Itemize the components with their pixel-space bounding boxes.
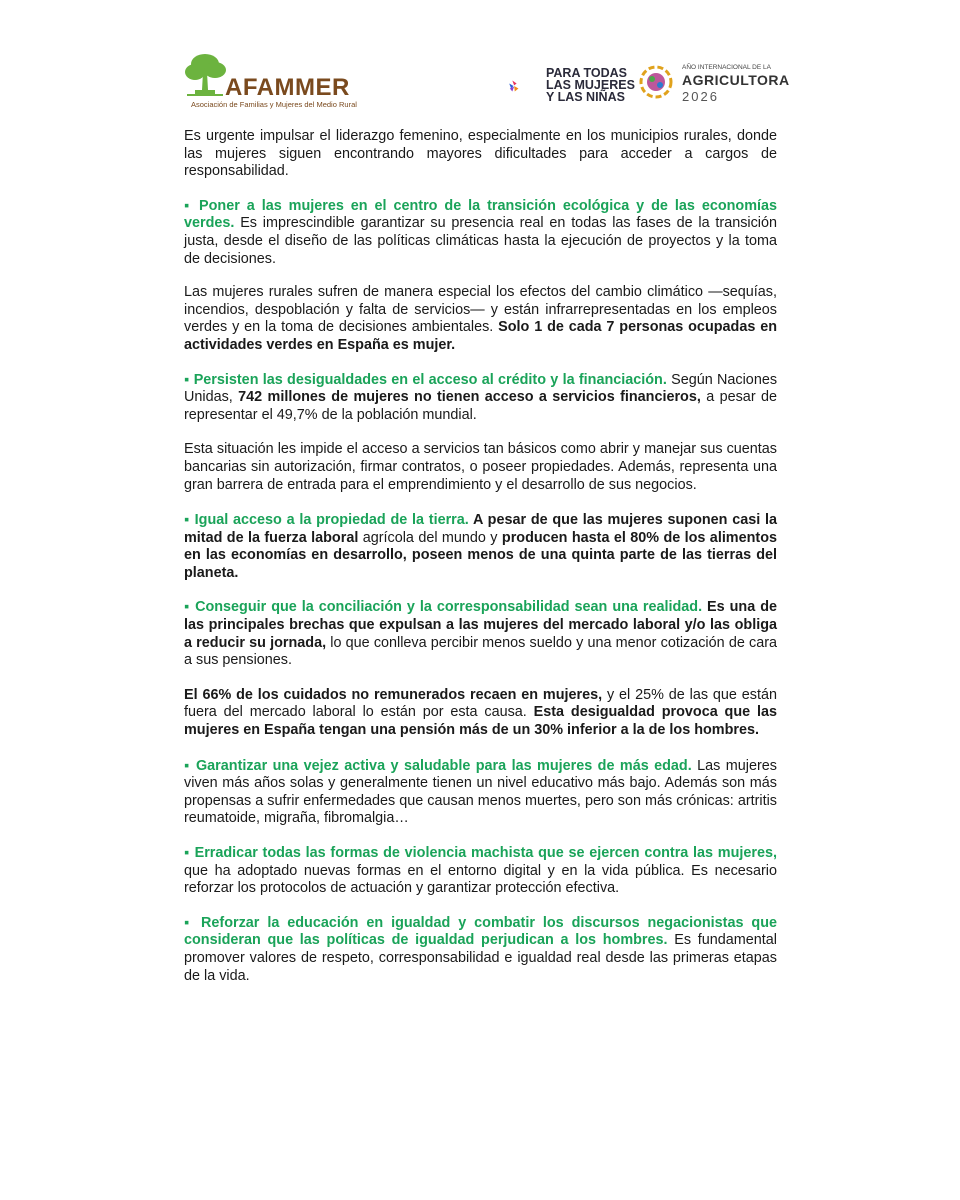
bullet-icon: ▪ bbox=[184, 371, 190, 388]
section-heading: Conseguir que la conciliación y la corresponsabilidad sean una realidad. bbox=[195, 599, 703, 616]
paragraph-climate-change bbox=[184, 284, 777, 354]
bullet-icon: ▪ bbox=[184, 197, 193, 214]
paragraph-text: lo que conlleva percibir menos sueldo y una menor cotización de cara a sus pensiones. bbox=[184, 634, 777, 669]
paragraph-text: Según Naciones Unidas, bbox=[184, 371, 778, 406]
campaign-line-2: LAS MUJERES bbox=[546, 78, 635, 92]
section-heading: Persisten las desigualdades en el acceso al crédito y la financiación. bbox=[193, 371, 667, 388]
paragraph-financial-barriers bbox=[184, 441, 777, 494]
campaign-line-3: Y LAS NIÑAS bbox=[546, 90, 625, 104]
afammer-name: AFAMMER bbox=[225, 74, 350, 101]
paragraph-text: Es urgente impulsar el liderazgo femenino, especialmente en los municipios rurales, donde las mujeres siguen encontrando mayores dificultades para acceder a cargos de responsabilidad. bbox=[184, 128, 777, 180]
bullet-icon: ▪ bbox=[184, 914, 194, 931]
para-todas-logo-icon bbox=[508, 64, 548, 108]
paragraph-text: Esta situación les impide el acceso a servicios tan básicos como abrir y manejar sus cuentas bancarias sin autorización, firmar contratos, o poseer propiedades. Además, representa una gran barrera de entrada para el emprendimiento y el desarrollo de sus negocios. bbox=[184, 441, 777, 493]
bullet-icon: ▪ bbox=[184, 757, 191, 774]
highlight-text: Solo 1 de cada 7 personas ocupadas en actividades verdes en España es mujer. bbox=[184, 319, 777, 353]
bullet-icon: ▪ bbox=[184, 845, 190, 861]
paragraph-active-aging bbox=[184, 758, 777, 828]
paragraph-gender-violence bbox=[184, 845, 777, 898]
section-heading: Reforzar la educación en igualdad y combatir los discursos negacionistas que consideran que las políticas de igualdad perjudican a los hombres. bbox=[184, 914, 778, 949]
paragraph-unpaid-care bbox=[184, 687, 777, 740]
page-header bbox=[0, 0, 960, 125]
paragraph-credit-access bbox=[184, 372, 777, 425]
highlight-text: A pesar de que las mujeres suponen casi la mitad de la fuerza laboral bbox=[184, 512, 777, 546]
campaign-text bbox=[546, 67, 635, 103]
agricultora-top-text: AÑO INTERNACIONAL DE LA bbox=[682, 64, 771, 71]
paragraph-equality-education bbox=[184, 915, 777, 985]
paragraph-conciliation bbox=[184, 599, 777, 669]
paragraph-text: a pesar de representar el 49,7% de la población mundial. bbox=[184, 389, 777, 423]
campaign-line-1: PARA TODAS bbox=[546, 66, 628, 80]
highlight-text: Es una de las principales brechas que expulsan a las mujeres del mercado laboral y/o las obliga a reducir su jornada, bbox=[184, 599, 777, 651]
paragraph-text: Las mujeres viven más años solas y generalmente tienen un nivel educativo más bajo. Además son más propensas a sufrir enfermedades que causan menos muertes, pero son más crónicas: artritis reumatoide, migraña, fibromalgia… bbox=[184, 757, 777, 827]
document-body bbox=[184, 128, 777, 1002]
highlight-text: El 66% de los cuidados no remunerados recaen en mujeres, bbox=[184, 686, 603, 703]
paragraph-text: agrícola del mundo y bbox=[358, 529, 502, 546]
bullet-icon: ▪ bbox=[184, 599, 191, 616]
section-heading: Garantizar una vejez activa y saludable para las mujeres de más edad. bbox=[195, 757, 692, 774]
paragraph-text: que ha adoptado nuevas formas en el entorno digital y en la vida pública. Es necesario reforzar los protocolos de actuación y garantizar protección efectiva. bbox=[184, 862, 777, 897]
highlight-text: Esta desigualdad provoca que las mujeres en España tengan una pensión más de un 30% inferior a la de los hombres. bbox=[184, 704, 777, 739]
bullet-icon: ▪ bbox=[184, 512, 190, 529]
paragraph-ecological-transition bbox=[184, 198, 777, 268]
section-heading: Igual acceso a la propiedad de la tierra. bbox=[194, 512, 469, 529]
paragraph-leadership bbox=[184, 128, 777, 181]
agricultora-title: AGRICULTORA bbox=[682, 72, 790, 88]
afammer-subtitle: Asociación de Familias y Mujeres del Medio Rural bbox=[191, 100, 357, 109]
agricultora-logo-icon bbox=[638, 60, 678, 110]
section-heading: Erradicar todas las formas de violencia machista que se ejercen contra las mujeres, bbox=[194, 845, 777, 861]
highlight-text: 742 millones de mujeres no tienen acceso a servicios financieros, bbox=[238, 389, 701, 406]
paragraph-text: Es imprescindible garantizar su presencia real en todas las fases de la transición justa, desde el diseño de las políticas climáticas hasta la ejecución de proyectos y la toma de decisiones. bbox=[184, 215, 777, 267]
paragraph-text: y el 25% de las que están fuera del mercado laboral lo están por esta causa. bbox=[184, 686, 777, 721]
section-heading: Poner a las mujeres en el centro de la transición ecológica y de las economías verdes. bbox=[184, 197, 777, 232]
agricultora-year: 2026 bbox=[682, 89, 719, 104]
highlight-text: producen hasta el 80% de los alimentos en las economías en desarrollo, poseen menos de una quinta parte de las tierras del planeta. bbox=[184, 529, 777, 581]
paragraph-text: Las mujeres rurales sufren de manera especial los efectos del cambio climático —sequías, incendios, despoblación y falta de servicios— y están infrarrepresentadas en los empleos verdes y en la toma de decisiones ambientales. bbox=[184, 284, 777, 336]
paragraph-land-ownership bbox=[184, 512, 777, 582]
paragraph-text: Es fundamental promover valores de respeto, corresponsabilidad e igualdad real desde las primeras etapas de la vida. bbox=[184, 932, 777, 984]
